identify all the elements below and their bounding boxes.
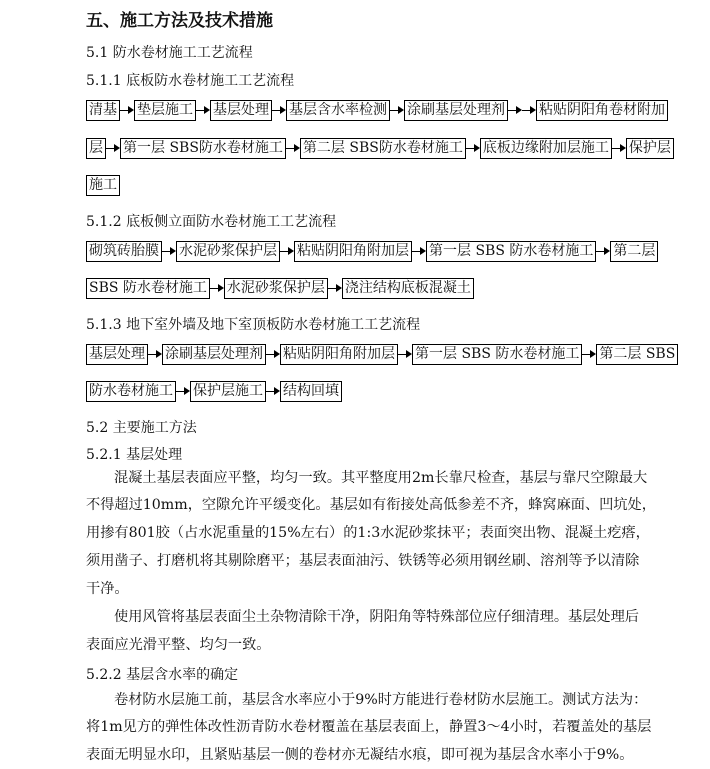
arrow-right-icon: [196, 102, 210, 119]
arrow-right-icon: [582, 346, 596, 363]
paragraph-line: 须用凿子、打磨机将其剔除磨平；基层表面油污、铁锈等必须用钢丝刷、溶剂等予以清除: [86, 553, 640, 569]
flow-step: 层: [86, 138, 106, 159]
heading-5-2-1: 5.2.1 基层处理: [86, 447, 183, 463]
arrow-right-icon: [596, 243, 610, 260]
arrow-right-icon: [286, 140, 300, 157]
flow-step: 浇注结构底板混凝土: [342, 278, 474, 299]
flow-step: 防水卷材施工: [86, 381, 176, 402]
arrow-right-icon: [612, 140, 626, 157]
flow-step: 粘贴阴阳角附加层: [280, 344, 398, 365]
flow-step: 涂刷基层处理剂: [162, 344, 266, 365]
flow-step: 水泥砂浆保护层: [176, 241, 280, 262]
flow-step: 第一层 SBS 防水卷材施工: [412, 344, 582, 365]
arrow-right-icon: [148, 346, 162, 363]
flow-step: 结构回填: [280, 381, 342, 402]
flow-step: 第二层: [610, 241, 658, 262]
flow-step: 砌筑砖胎膜: [86, 241, 162, 262]
arrow-right-icon: [328, 280, 342, 297]
arrow-right-icon: [398, 346, 412, 363]
arrow-right-icon: [162, 243, 176, 260]
heading-5-1-3: 5.1.3 地下室外墙及地下室顶板防水卷材施工工艺流程: [86, 317, 421, 333]
paragraph-line: 不得超过10mm，空隙允许平缓变化。基层如有衔接处高低参差不齐，蜂窝麻面、凹坑处，: [86, 497, 656, 513]
heading-5-1-2: 5.1.2 底板侧立面防水卷材施工工艺流程: [86, 214, 337, 230]
flow3-row2: [86, 380, 342, 402]
flow-step: 第一层 SBS防水卷材施工: [120, 138, 286, 159]
flow-step: 清基: [86, 100, 120, 121]
flow-step: 底板边缘附加层施工: [480, 138, 612, 159]
section-title: 五、施工方法及技术措施: [86, 11, 273, 31]
flow-step: SBS 防水卷材施工: [86, 278, 210, 299]
flow2-row1: [86, 240, 658, 262]
arrow-right-icon: [522, 102, 536, 119]
arrow-right-icon: [266, 383, 280, 400]
paragraph-line: 用掺有801胶（占水泥重量的15%左右）的1:3水泥砂浆抹平；表面突出物、混凝土疙瘩，: [86, 525, 650, 541]
arrow-right-icon: [106, 140, 120, 157]
flow-step: 第二层 SBS防水卷材施工: [300, 138, 466, 159]
paragraph-line: 表面应光滑平整、均匀一致。: [86, 637, 271, 653]
flow-step: 保护层: [626, 138, 674, 159]
heading-5-1: 5.1 防水卷材施工工艺流程: [86, 45, 253, 61]
arrow-right-icon: [272, 102, 286, 119]
heading-5-2-2: 5.2.2 基层含水率的确定: [86, 667, 239, 683]
arrow-right-icon: [280, 243, 294, 260]
paragraph-line: 混凝土基层表面应平整，均匀一致。其平整度用2m长靠尺检查，基层与靠尺空隙最大: [114, 470, 648, 486]
flow2-row2: [86, 277, 474, 299]
arrow-right-icon: [176, 383, 190, 400]
paragraph-line: 干净。: [86, 581, 129, 597]
arrow-right-icon: [120, 102, 134, 119]
flow-step: 基层含水率检测: [286, 100, 390, 121]
flow1-row1: [86, 99, 668, 121]
paragraph-line: 卷材防水层施工前，基层含水率应小于9%时方能进行卷材防水层施工。测试方法为：: [114, 692, 648, 708]
flow-step: 基层处理: [86, 344, 148, 365]
arrow-right-icon: [210, 280, 224, 297]
heading-5-2: 5.2 主要施工方法: [86, 420, 197, 436]
flow-step: 粘贴阴阳角附加层: [294, 241, 412, 262]
flow1-row3: [86, 174, 120, 196]
flow-step: 粘贴阴阳角卷材附加: [536, 100, 668, 121]
flow-step: 基层处理: [210, 100, 272, 121]
paragraph-line: 使用风管将基层表面尘土杂物清除干净，阴阳角等特殊部位应仔细清理。基层处理后: [114, 609, 639, 625]
flow-step: 水泥砂浆保护层: [224, 278, 328, 299]
flow-step: 保护层施工: [190, 381, 266, 402]
flow-step: 施工: [86, 175, 120, 196]
arrow-right-icon: [412, 243, 426, 260]
paragraph-line: 将1m见方的弹性体改性沥青防水卷材覆盖在基层表面上，静置3～4小时，若覆盖处的基层: [86, 719, 652, 735]
flow3-row1: [86, 343, 678, 365]
flow-step: 垫层施工: [134, 100, 196, 121]
heading-5-1-1: 5.1.1 底板防水卷材施工工艺流程: [86, 73, 295, 89]
flow-step: 第二层 SBS: [596, 344, 678, 365]
flow-step: 涂刷基层处理剂: [404, 100, 508, 121]
flow1-row2: [86, 137, 674, 159]
flow-step: 第一层 SBS 防水卷材施工: [426, 241, 596, 262]
arrow-right-icon: [390, 102, 404, 119]
arrow-right-icon: [508, 102, 522, 119]
arrow-right-icon: [266, 346, 280, 363]
arrow-right-icon: [466, 140, 480, 157]
paragraph-line: 表面无明显水印，且紧贴基层一侧的卷材亦无凝结水痕，即可视为基层含水率小于9%。: [86, 747, 634, 763]
